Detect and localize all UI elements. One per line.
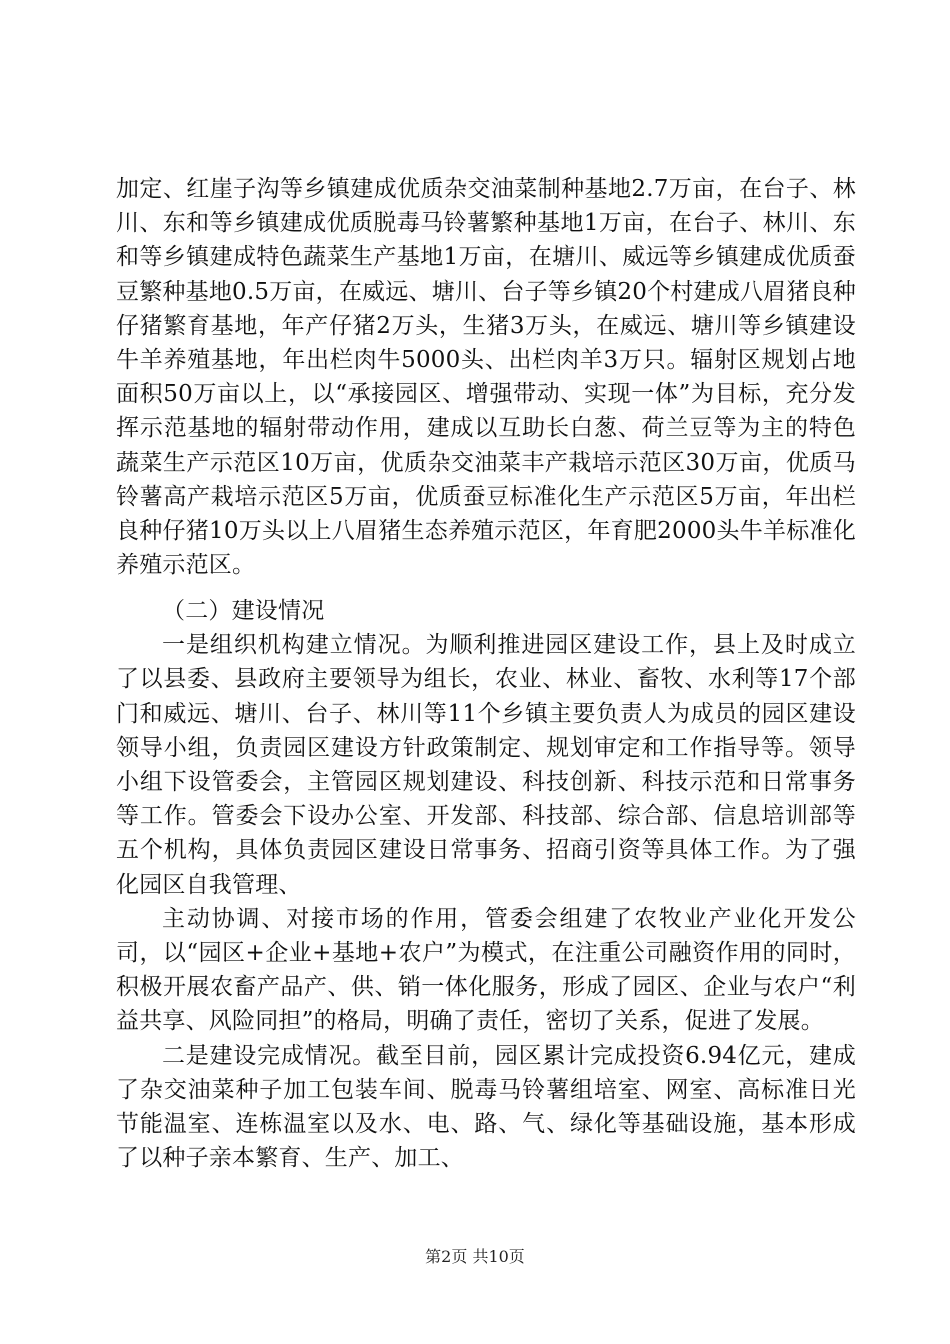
paragraph-organization: 一是组织机构建立情况。为顺利推进园区建设工作，县上及时成立了以县委、县政府主要领导为组长，农业、林业、畜牧、水利等17个部门和威远、塘川、台子、林川等11个乡镇主要负责人为成员的园区建设领导小组，负责园区建设方针政策制定、规划审定和工作指导等。领导小组下设管委会，主管园区规划建设、科技创新、科技示范和日常事务等工作。管委会下设办公室、开发部、科技部、综合部、信息培训部等五个机构，具体负责园区建设日常事务、招商引资等具体工作。为了强化园区自我管理、: [116, 632, 856, 898]
body-text-top: [116, 172, 856, 582]
paragraph-coordination: 主动协调、对接市场的作用，管委会组建了农牧业产业化开发公司，以“园区+企业+基地+农户”为模式，在注重公司融资作用的同时，积极开展农畜产品产、供、销一体化服务，形成了园区、企业与农户“利益共享、风险同担”的格局，明确了责任，密切了关系，促进了发展。: [116, 905, 856, 1035]
paragraph-continuation: 加定、红崖子沟等乡镇建成优质杂交油菜制种基地2.7万亩，在台子、林川、东和等乡镇建成优质脱毒马铃薯繁种基地1万亩，在台子、林川、东和等乡镇建成特色蔬菜生产基地1万亩，在塘川、威远等乡镇建成优质蚕豆繁种基地0.5万亩，在威远、塘川、台子等乡镇20个村建成八眉猪良种仔猪繁育基地，年产仔猪2万头，生猪3万头，在威远、塘川等乡镇建设牛羊养殖基地，年出栏肉牛5000头、出栏肉羊3万只。辐射区规划占地面积50万亩以上，以“承接园区、增强带动、实现一体”为目标，充分发挥示范基地的辐射带动作用，建成以互助长白葱、荷兰豆等为主的特色蔬菜生产示范区10万亩，优质杂交油菜丰产栽培示范区30万亩，优质马铃薯高产栽培示范区5万亩，优质蚕豆标准化生产示范区5万亩，年出栏良种仔猪10万头以上八眉猪生态养殖示范区，年育肥2000头牛羊标准化养殖示范区。: [116, 176, 856, 579]
body-text-section: [116, 594, 856, 1175]
paragraph-construction: 二是建设完成情况。截至目前，园区累计完成投资6.94亿元，建成了杂交油菜种子加工包装车间、脱毒马铃薯组培室、网室、高标准日光节能温室、连栋温室以及水、电、路、气、绿化等基础设施，基本形成了以种子亲本繁育、生产、加工、: [116, 1042, 856, 1172]
page-footer: 第2页 共10页: [425, 1247, 525, 1266]
section-heading: （二）建设情况: [162, 598, 325, 624]
